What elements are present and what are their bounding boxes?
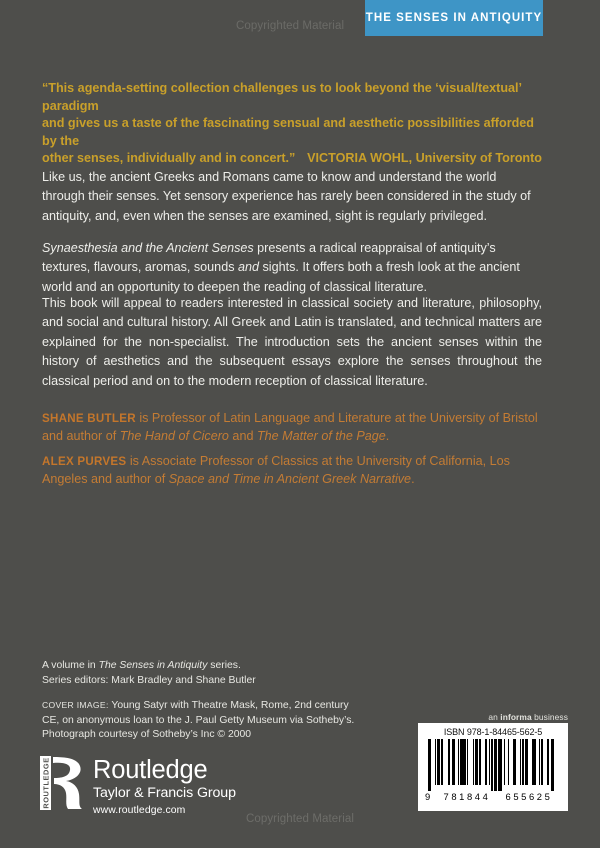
author-1-work-1: The Hand of Cicero bbox=[119, 428, 229, 443]
blurb-paragraph-2-part-1: presents a radical reappraisal of antiquity’s textures, flavours, aromas, sounds bbox=[42, 241, 496, 275]
informa-business-line bbox=[488, 712, 568, 722]
emphasis-and: and bbox=[238, 260, 260, 275]
isbn-barcode bbox=[418, 723, 568, 811]
author-name-2: ALEX PURVES bbox=[42, 455, 127, 468]
routledge-wordmark bbox=[93, 756, 236, 818]
blurb-paragraph-1: Like us, the ancient Greeks and Romans came to know and understand the world through their senses. Yet sensory experience has rarely been considered in the study of antiquity, and, even when the senses are examined, sight is regularly privileged. bbox=[42, 170, 531, 223]
routledge-website[interactable]: www.routledge.com bbox=[93, 805, 186, 816]
informa-suffix: business bbox=[531, 712, 568, 722]
author-1-conjunction: and bbox=[228, 428, 257, 443]
barcode-bars bbox=[428, 739, 558, 791]
top-strip bbox=[0, 0, 600, 36]
cover-image-credit-line-1 bbox=[42, 698, 382, 714]
routledge-logo[interactable] bbox=[40, 756, 236, 818]
cover-image-credit-line-2: CE, on anonymous loan to the J. Paul Getty Museum via Sotheby’s. bbox=[42, 714, 355, 726]
quote-line-1: “This agenda-setting collection challenges us to look beyond the ‘visual/textual’ paradigm bbox=[42, 81, 522, 113]
barcode-digits bbox=[424, 791, 562, 802]
series-banner-label: THE SENSES IN ANTIQUITY bbox=[365, 12, 543, 24]
series-note-suffix: series. bbox=[207, 660, 241, 671]
author-name-1: SHANE BUTLER bbox=[42, 412, 136, 425]
author-2-bio-end: . bbox=[411, 471, 415, 486]
cover-image-credit bbox=[42, 698, 382, 743]
routledge-r-icon bbox=[51, 756, 84, 810]
quote-line-2: and gives us a taste of the fascinating sensual and aesthetic possibilities afforded by the bbox=[42, 116, 534, 148]
cover-image-text-1: Young Satyr with Theatre Mask, Rome, 2nd century bbox=[108, 700, 349, 711]
cover-image-label: COVER IMAGE: bbox=[42, 700, 109, 710]
author-1-bio-end: . bbox=[385, 428, 390, 443]
blurb-paragraph-2-part-2: sights. It offers both a fresh look at the ancient world and an opportunity to deepen the reading of classical literature. bbox=[42, 260, 520, 294]
informa-brand: informa bbox=[500, 712, 532, 722]
author-bio-alex-purves bbox=[42, 453, 542, 488]
series-note-prefix: A volume in bbox=[42, 660, 99, 671]
author-bio-shane-butler bbox=[42, 410, 542, 445]
barcode-digits-left: 781844 bbox=[443, 791, 491, 802]
author-bio-2-text: is Associate Professor of Classics at the University of California, Los Angeles and author of bbox=[42, 454, 510, 486]
isbn-text: ISBN 978-1-84465-562-5 bbox=[443, 727, 543, 737]
author-bio-1-text: is Professor of Latin Language and Literature at the University of Bristol and author of bbox=[42, 411, 538, 443]
quote-attribution: VICTORIA WOHL, University of Toronto bbox=[307, 151, 542, 165]
copyright-watermark-top: Copyrighted Material bbox=[236, 20, 345, 32]
cover-image-credit-line-3: Photograph courtesy of Sotheby’s Inc © 2000 bbox=[42, 729, 252, 741]
quote-line-3: other senses, individually and in concert.” bbox=[42, 151, 296, 165]
book-title-italic: Synaesthesia and the Ancient Senses bbox=[42, 241, 254, 255]
barcode-digits-right: 655625 bbox=[505, 791, 553, 802]
series-title-italic: The Senses in Antiquity bbox=[98, 660, 208, 671]
routledge-vertical-bar bbox=[40, 756, 51, 810]
series-note bbox=[42, 659, 372, 688]
series-note-line bbox=[42, 659, 372, 674]
series-banner bbox=[365, 0, 543, 36]
informa-prefix: an bbox=[488, 712, 501, 722]
routledge-name: Routledge bbox=[93, 756, 208, 784]
copyright-watermark-bottom: Copyrighted Material bbox=[245, 813, 355, 825]
endorsement-quote bbox=[42, 80, 542, 168]
routledge-group: Taylor & Francis Group bbox=[93, 785, 236, 801]
routledge-logo-mark bbox=[40, 756, 84, 810]
blurb-paragraph-3: This book will appeal to readers interested in classical society and literature, philosophy, and social and cultural history. All Greek and Latin is translated, and technical matters are explained for the non-specialist. The introduction sets the ancient senses within the history of aesthetics and the subsequent essays explore the senses throughout the classical period and on to the modern reception of classical literature. bbox=[42, 296, 542, 388]
author-2-work-1: Space and Time in Ancient Greek Narrative bbox=[168, 471, 412, 486]
blurb-paragraph-2 bbox=[42, 239, 542, 297]
quote-line-3-row bbox=[42, 150, 542, 168]
series-editors: Series editors: Mark Bradley and Shane Butler bbox=[42, 674, 256, 686]
barcode-digit-first: 9 bbox=[425, 791, 433, 802]
routledge-vertical-label: ROUTLEDGE bbox=[41, 757, 50, 809]
author-1-work-2: The Matter of the Page bbox=[256, 428, 386, 443]
